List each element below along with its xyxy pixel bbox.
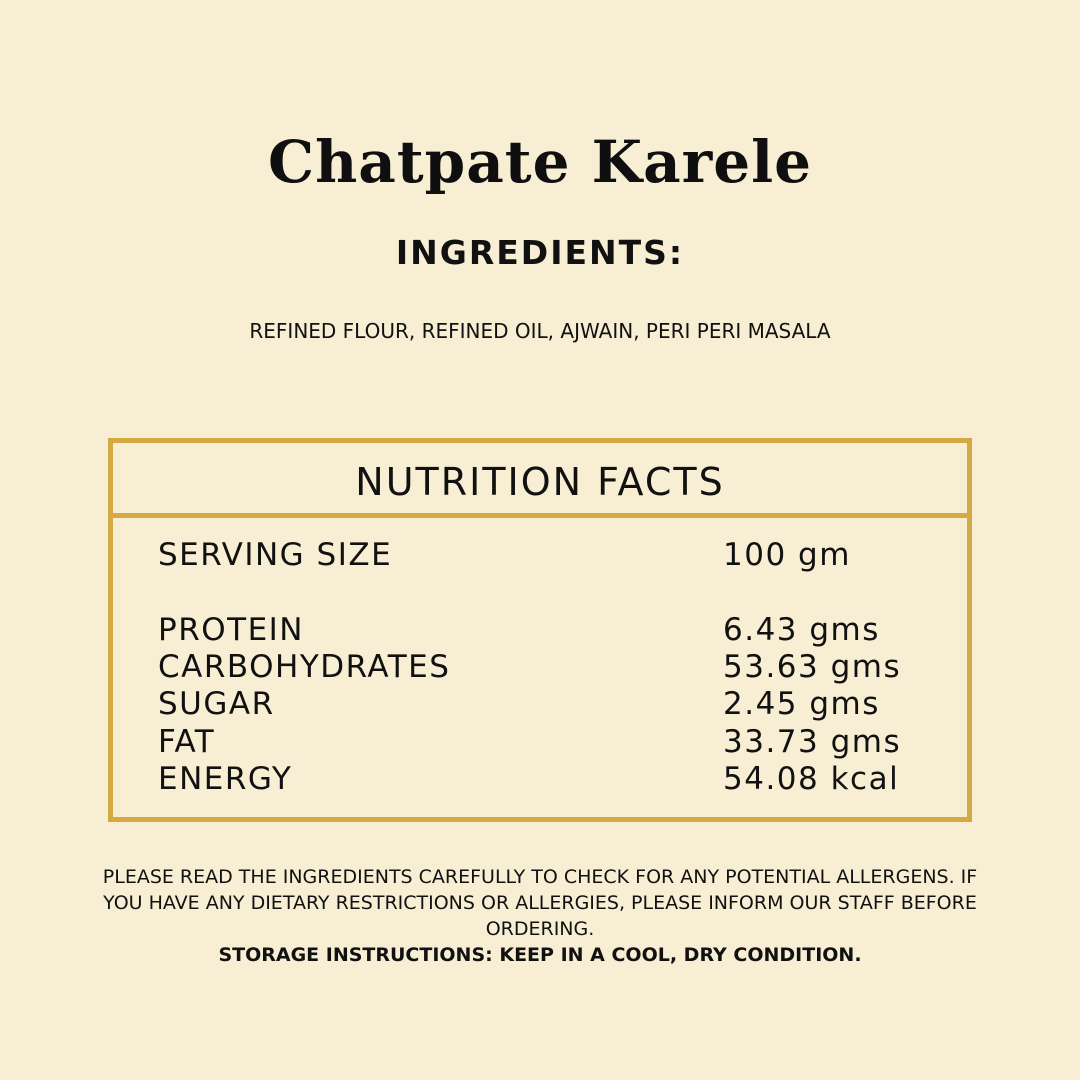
nutrition-facts-panel <box>108 438 972 822</box>
nutrient-label: FAT <box>158 724 216 760</box>
serving-size-row <box>113 536 967 574</box>
nutrient-row-carbohydrates <box>113 648 967 686</box>
nutrient-value: 33.73 gms <box>723 724 902 760</box>
nutrient-label: SUGAR <box>158 686 275 722</box>
ingredients-list: REFINED FLOUR, REFINED OIL, AJWAIN, PERI PERI MASALA <box>249 319 831 343</box>
nutrition-facts-title: NUTRITION FACTS <box>113 443 967 518</box>
serving-size-label: SERVING SIZE <box>158 537 393 573</box>
ingredients-heading: INGREDIENTS: <box>395 233 685 272</box>
nutrient-row-protein <box>113 611 967 649</box>
nutrient-label: PROTEIN <box>158 612 304 648</box>
nutrient-label: ENERGY <box>158 761 293 797</box>
nutrient-value: 54.08 kcal <box>723 761 900 797</box>
storage-instructions: STORAGE INSTRUCTIONS: KEEP IN A COOL, DRY CONDITION. <box>218 944 862 966</box>
nutrient-value: 53.63 gms <box>723 649 902 685</box>
allergen-disclaimer: PLEASE READ THE INGREDIENTS CAREFULLY TO CHECK FOR ANY POTENTIAL ALLERGENS. IF YOU HAVE ANY DIETARY RESTRICTIONS OR ALLERGIES, PLEASE INFORM OUR STAFF BEFORE ORDERING. <box>102 866 978 940</box>
nutrient-label: CARBOHYDRATES <box>158 649 451 685</box>
nutrient-row-energy <box>113 760 967 798</box>
nutrient-row-fat <box>113 723 967 761</box>
serving-size-value: 100 gm <box>723 537 851 573</box>
nutrient-value: 6.43 gms <box>723 612 880 648</box>
product-title: Chatpate Karele <box>267 128 813 196</box>
nutrient-value: 2.45 gms <box>723 686 880 722</box>
nutrient-row-sugar <box>113 685 967 723</box>
